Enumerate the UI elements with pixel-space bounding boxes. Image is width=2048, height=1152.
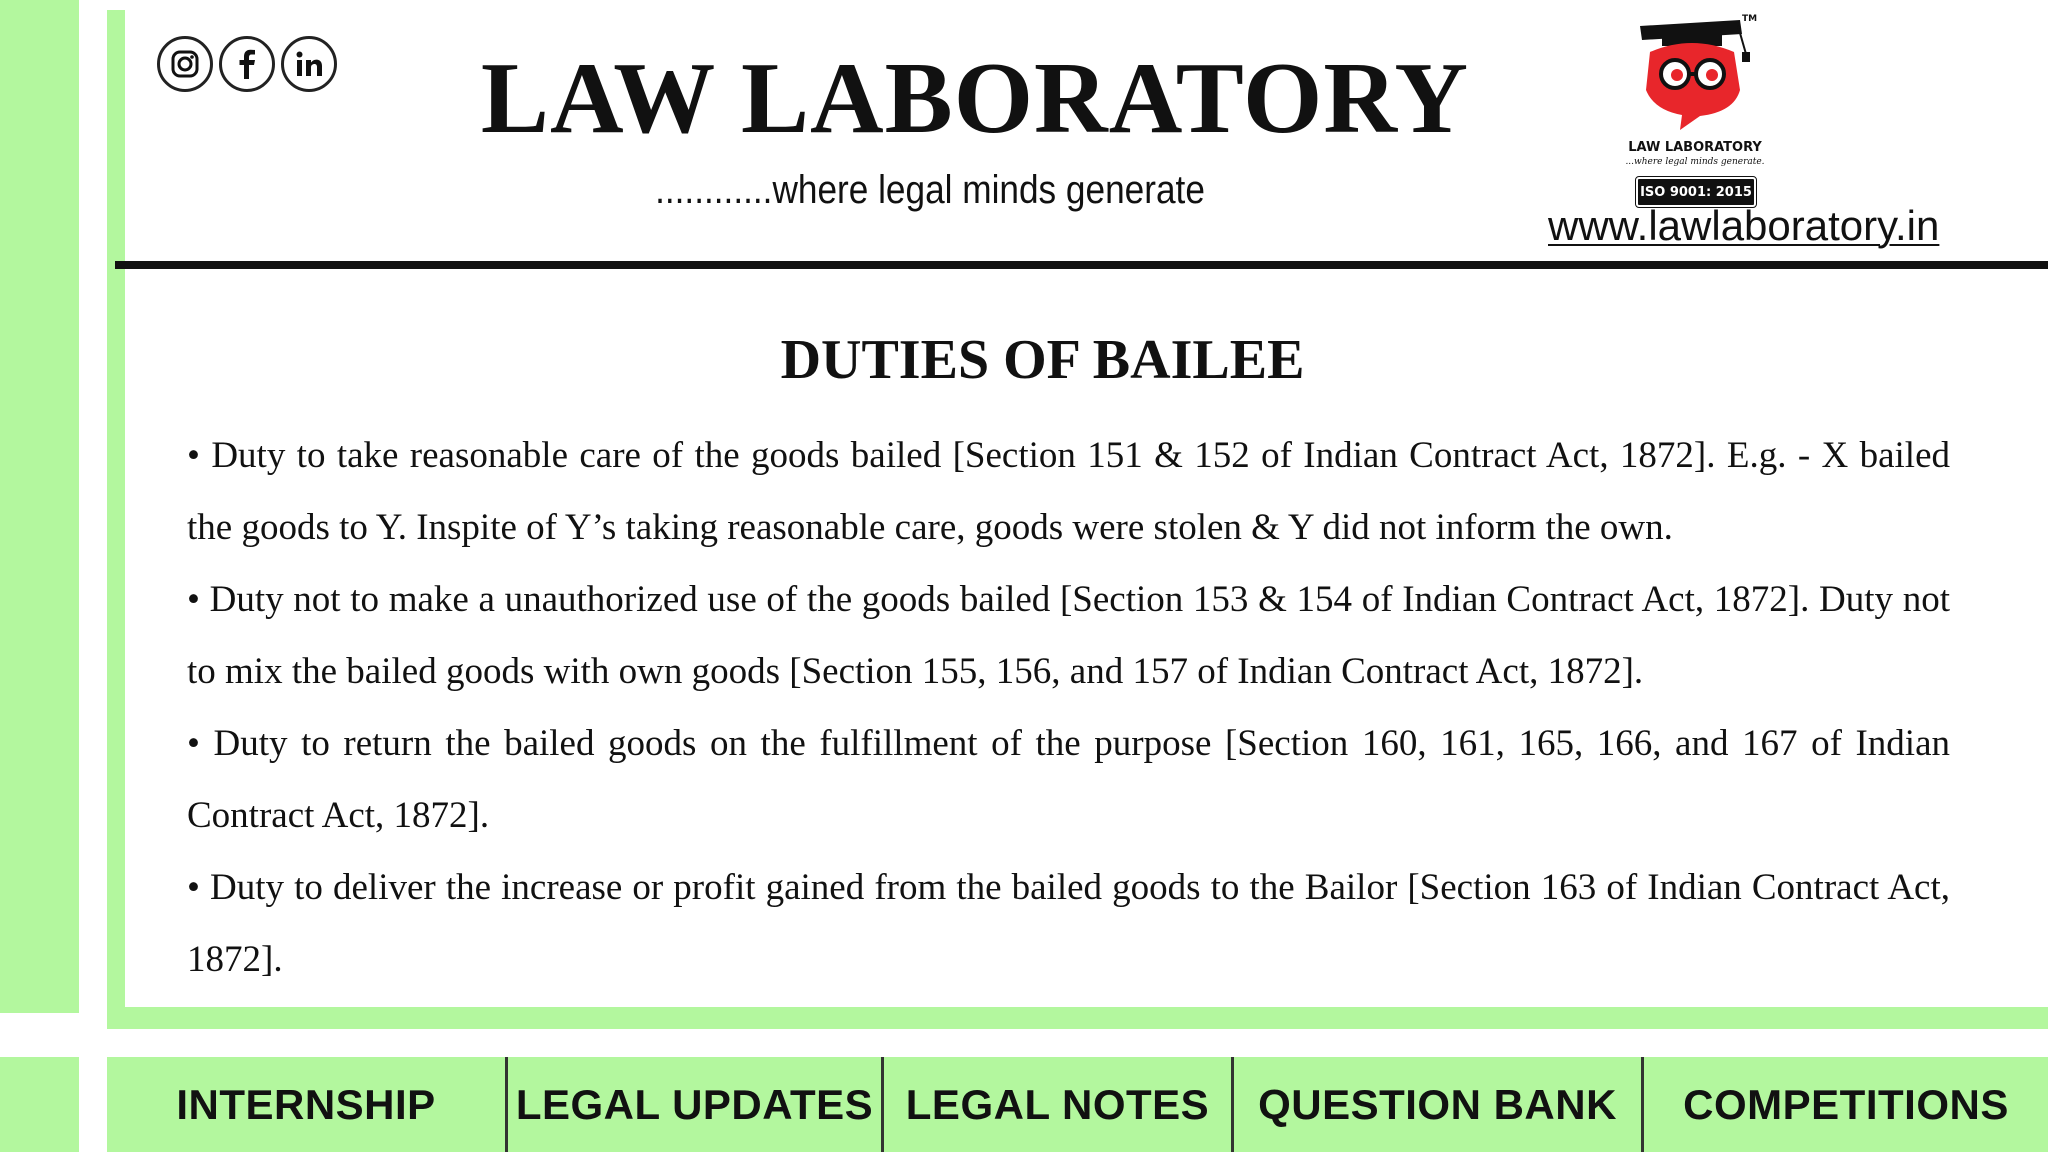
left-green-strip-bottom (0, 1057, 79, 1152)
nav-item-competitions[interactable]: COMPETITIONS (1641, 1057, 2048, 1152)
header-divider (115, 261, 2048, 269)
paragraph: • Duty to deliver the increase or profit gained from the bailed goods to the Bailor [Section 163 of Indian Contract Act, 1872]. (187, 867, 1950, 980)
paragraph: • Duty not to make a unauthorized use of the goods bailed [Section 153 & 154 of Indian Contract Act, 1872]. Duty not to mix the bailed goods with own goods [Section 155, 156, and 157 of Indian Contract Act, 1872]. (187, 579, 1950, 692)
nav-item-internship[interactable]: INTERNSHIP (176, 1080, 436, 1128)
document-body (187, 420, 1950, 996)
bottom-nav (107, 1057, 2048, 1152)
paragraph: • Duty to return the bailed goods on the fulfillment of the purpose [Section 160, 161, 165, 166, and 167 of Indian Contract Act, 1872]. (187, 723, 1950, 836)
logo-name: LAW LABORATORY (1628, 140, 1762, 155)
logo (1600, 12, 1790, 208)
frame-left-border (107, 10, 125, 1013)
iso-badge: ISO 9001: 2015 (1636, 177, 1756, 207)
frame-bottom-border (107, 1007, 2048, 1029)
nav-item-question-bank[interactable]: QUESTION BANK (1231, 1057, 1641, 1152)
trademark-mark: TM (1742, 14, 1758, 24)
paragraph: • Duty to take reasonable care of the goods bailed [Section 151 & 152 of Indian Contract Act, 1872]. E.g. - X bailed the goods to Y. Inspite of Y’s taking reasonable care, goods were stolen & Y did not inform the own. (187, 435, 1950, 548)
nav-item-legal-notes[interactable]: LEGAL NOTES (881, 1057, 1231, 1152)
logo-tagline: ...where legal minds generate. (1625, 157, 1765, 167)
website-link[interactable]: www.lawlaboratory.in (1548, 202, 1940, 249)
brand-title: LAW LABORATORY (480, 42, 1470, 155)
document-title: DUTIES OF BAILEE (780, 329, 1305, 391)
mascot-logo-icon (1630, 12, 1780, 137)
left-green-strip (0, 0, 79, 1013)
brand-tagline: ............where legal minds generate (655, 168, 1205, 212)
nav-item-legal-updates[interactable]: LEGAL UPDATES (505, 1057, 881, 1152)
